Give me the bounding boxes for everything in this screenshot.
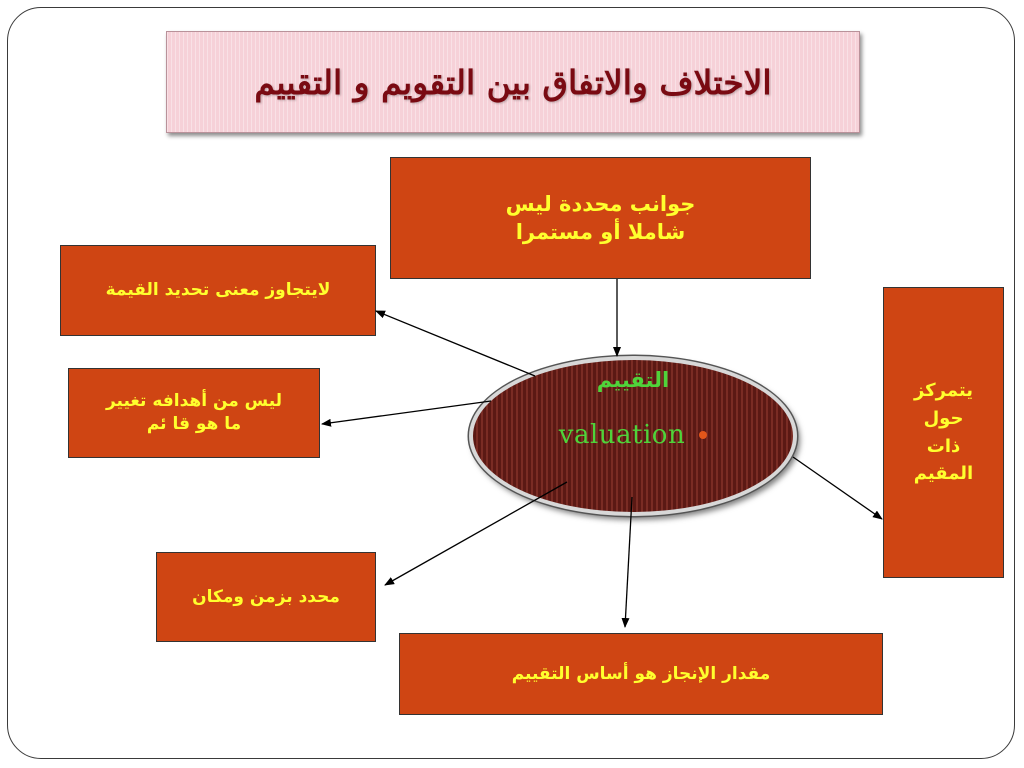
box-time-place-text: محدد بزمن ومكان (192, 586, 340, 607)
box-value-determination-text: لايتجاوز معنى تحديد القيمة (105, 280, 331, 301)
arrow-to-value-determination (376, 311, 535, 376)
box-no-change-goal-line-1: ليس من أهدافه تغيير (105, 391, 283, 412)
box-specific-aspects-line-2: شاملا أو مستمرا (515, 220, 686, 244)
arrow-to-time-place (385, 482, 567, 585)
arrow-to-evaluator-centered (793, 457, 882, 519)
box-evaluator-centered-line-2: حول (923, 407, 964, 429)
slide-title: الاختلاف والاتفاق بين التقويم و التقييم (254, 62, 772, 102)
box-specific-aspects-line-1: جوانب محددة ليس (505, 191, 696, 216)
box-no-change-goal-line-2: ما هو قا ئم (146, 414, 242, 434)
box-evaluator-centered-line-3: ذات (926, 435, 961, 457)
arrow-to-no-change-goal (322, 401, 491, 424)
arrow-to-achievement-basis (625, 497, 632, 627)
box-achievement-basis-text: مقدار الإنجاز هو أساس التقييم (511, 663, 771, 684)
center-title: التقييم (596, 368, 670, 392)
box-evaluator-centered-line-1: يتمركز (913, 379, 974, 401)
center-term: valuation (558, 420, 686, 450)
box-evaluator-centered-line-4: المقيم (913, 463, 974, 485)
